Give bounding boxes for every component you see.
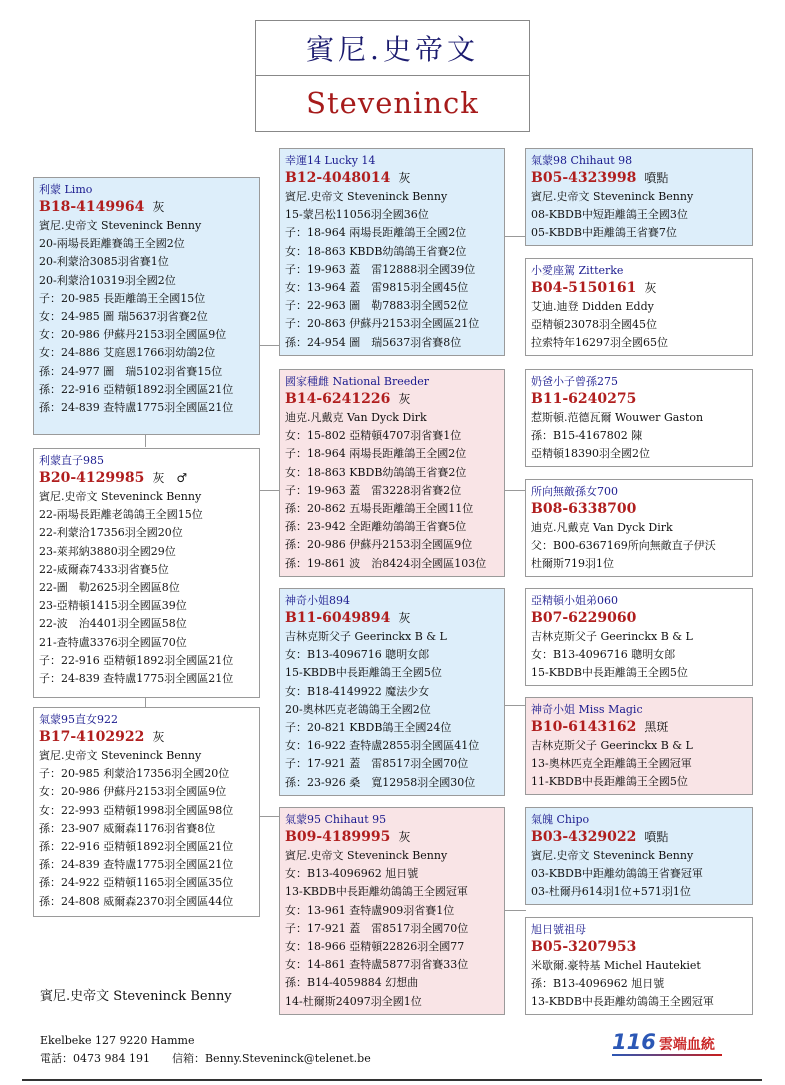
grandparent-card: [279, 369, 505, 577]
pigeon-color: 灰: [152, 200, 165, 214]
connector-line: [258, 816, 280, 817]
pedigree-line: 女：B13-4096716 聰明女郎: [285, 648, 430, 662]
pedigree-line: 子：20-985 長距離鴿王全國15位: [39, 291, 206, 305]
pedigree-line: 女：16-922 查特盧2855羽全國區41位: [285, 739, 480, 753]
ring-number: B08-6338700: [531, 501, 637, 517]
pedigree-line: 子：22-963 圖 勒7883羽全國52位: [285, 299, 469, 313]
pedigree-line: 女：24-985 圖 瑞5637羽省賽2位: [39, 310, 208, 324]
ring-number: B03-4329022: [531, 829, 637, 845]
pedigree-line: 23-亞精頓1415羽全國區39位: [39, 599, 187, 613]
pedigree-line: 子：20-821 KBDB鴿王全國24位: [285, 721, 452, 735]
great-grandparent-card: [525, 479, 753, 577]
pedigree-line: 亞精頓23078羽全國45位: [531, 318, 657, 332]
pedigree-line: 15-KBDB中長距離鴿王全國5位: [531, 666, 688, 680]
connector-line: [258, 345, 280, 346]
ring-number: B10-6143162: [531, 719, 637, 735]
address: Ekelbeke 127 9220 Hamme: [40, 1034, 195, 1047]
pedigree-line: 迪克.凡戴克 Van Dyck Dirk: [531, 521, 673, 534]
logo-text: 雲端血統: [658, 1037, 715, 1053]
pedigree-line: 女：B13-4096716 聰明女郎: [531, 648, 676, 662]
pigeon-name: 氣蒙95 Chihaut 95: [285, 813, 387, 826]
pedigree-line: 子：17-921 蓋 雷8517羽全國70位: [285, 757, 469, 771]
pedigree-line: 子：20-863 伊蘇丹2153羽全國區21位: [285, 317, 480, 331]
pigeon-color: 黑斑: [644, 720, 669, 734]
pedigree-line: 女：B13-4096962 旭日號: [285, 867, 419, 881]
pedigree-line: 吉林克斯父子 Geerinckx B & L: [285, 630, 447, 643]
pedigree-line: 孫：19-861 波 治8424羽全國區103位: [285, 556, 487, 570]
ring-number: B12-4048014: [285, 170, 391, 186]
pedigree-line: 13-KBDB中長距離幼鴿鴿王全國冠軍: [531, 995, 714, 1009]
great-grandparent-card: [525, 807, 753, 905]
pedigree-line: 女：B18-4149922 魔法少女: [285, 684, 430, 698]
pedigree-line: 孫：B15-4167802 陳: [531, 429, 643, 443]
pedigree-line: 女：18-863 KBDB幼鴿鴿王省賽2位: [285, 465, 467, 479]
ring-number: B05-3207953: [531, 939, 637, 955]
connector-line: [504, 490, 526, 491]
pigeon-name: 國家種雌 National Breeder: [285, 375, 430, 388]
pedigree-line: 女：24-886 艾庭恩1766羽幼鴿2位: [39, 346, 216, 360]
pigeon-color: 灰: [398, 392, 411, 406]
pedigree-line: 13-奧林匹克全距離鴿王全國冠軍: [531, 757, 692, 771]
pedigree-line: 孫：24-839 查特盧1775羽全國區21位: [39, 401, 234, 415]
pigeon-name: 氣蒙95直女922: [39, 713, 118, 726]
pigeon-color: 灰: [398, 611, 411, 625]
pedigree-line: 孫：24-977 圖 瑞5102羽省賽15位: [39, 364, 223, 378]
pigeon-name: 氣蒙98 Chihaut 98: [531, 154, 633, 167]
great-grandparent-card: [525, 917, 753, 1015]
pigeon-name: 亞精頓小姐弟060: [531, 594, 618, 607]
pigeon-name: 氣魄 Chipo: [531, 813, 590, 826]
pedigree-line: 賓尼.史帝文 Steveninck Benny: [531, 190, 694, 203]
pedigree-line: 孫：24-839 查特盧1775羽全國區21位: [39, 858, 234, 872]
pedigree-line: 孫：B13-4096962 旭日號: [531, 977, 665, 991]
pedigree-line: 08-KBDB中短距離鴿王全國3位: [531, 208, 688, 222]
pigeon-color: 灰 ♂: [152, 471, 188, 485]
cloud-pedigree-logo: [612, 1030, 715, 1054]
logo-swoosh: [612, 1054, 722, 1056]
pedigree-line: 米歇爾.豪特基 Michel Hautekiet: [531, 959, 701, 972]
ring-number: B05-4323998: [531, 170, 637, 186]
pedigree-line: 孫：24-922 亞精頓1165羽全國區35位: [39, 876, 234, 890]
pigeon-color: 噴點: [644, 830, 669, 844]
great-grandparent-card: [525, 369, 753, 467]
pigeon-color: 噴點: [644, 171, 669, 185]
pedigree-line: 杜爾斯719羽1位: [531, 557, 614, 571]
pedigree-line: 女：13-961 查特盧909羽省賽1位: [285, 903, 455, 917]
pedigree-line: 20-兩場長距離賽鴿王全國2位: [39, 237, 185, 251]
grandparent-card: [279, 807, 505, 1015]
pigeon-name: 幸運14 Lucky 14: [285, 154, 376, 167]
pedigree-line: 亞精頓18390羽全國2位: [531, 447, 650, 461]
pigeon-name: 奶爸小子曾孫275: [531, 375, 618, 388]
pedigree-line: 女：18-863 KBDB幼鴿鴿王省賽2位: [285, 244, 467, 258]
ring-number: B14-6241226: [285, 391, 391, 407]
pigeon-name: 神奇小姐 Miss Magic: [531, 703, 643, 716]
pedigree-line: 吉林克斯父子 Geerinckx B & L: [531, 739, 693, 752]
pedigree-line: 22-波 治4401羽全國區58位: [39, 617, 187, 631]
pigeon-name: 利蒙直子985: [39, 454, 104, 467]
pedigree-line: 子：22-916 亞精頓1892羽全國區21位: [39, 653, 234, 667]
pedigree-line: 孫：20-862 五場長距離鴿王全國11位: [285, 502, 474, 516]
pedigree-line: 女：13-964 蓋 雷9815羽全國45位: [285, 281, 469, 295]
logo-number: 116: [612, 1030, 656, 1054]
pigeon-name: 旭日號祖母: [531, 923, 586, 936]
pedigree-line: 03-KBDB中距離幼鴿鴿王省賽冠軍: [531, 867, 703, 881]
ring-number: B11-6240275: [531, 391, 637, 407]
pedigree-line: 14-杜爾斯24097羽全國1位: [285, 994, 422, 1008]
pedigree-line: 子：18-964 兩場長距離鴿王全國2位: [285, 447, 467, 461]
pedigree-line: 22-圖 勒2625羽全國區8位: [39, 581, 180, 595]
pedigree-line: 賓尼.史帝文 Steveninck Benny: [285, 849, 448, 862]
pedigree-line: 孫：23-926 桑 寬12958羽全國30位: [285, 775, 476, 789]
pedigree-line: 吉林克斯父子 Geerinckx B & L: [531, 630, 693, 643]
grandparent-card: [279, 588, 505, 796]
pigeon-name: 小愛座駕 Zitterke: [531, 264, 624, 277]
pedigree-line: 女：22-993 亞精頓1998羽全國區98位: [39, 803, 234, 817]
ring-number: B09-4189995: [285, 829, 391, 845]
pedigree-line: 孫：22-916 亞精頓1892羽全國區21位: [39, 382, 234, 396]
pedigree-line: 20-利蒙洽10319羽全國2位: [39, 273, 176, 287]
pigeon-color: 灰: [398, 171, 411, 185]
ring-number: B18-4149964: [39, 199, 145, 215]
ring-number: B07-6229060: [531, 610, 637, 626]
pedigree-line: 23-萊邦納3880羽全國29位: [39, 544, 176, 558]
great-grandparent-card: [525, 588, 753, 686]
pedigree-line: 艾迪.迪登 Didden Eddy: [531, 300, 654, 313]
pedigree-line: 孫：23-907 威爾森1176羽省賽8位: [39, 821, 216, 835]
pedigree-line: 女：18-966 亞精頓22826羽全國77: [285, 940, 465, 954]
connector-line: [258, 490, 280, 491]
pedigree-line: 05-KBDB中距離鴿王省賽7位: [531, 226, 677, 240]
pedigree-line: 03-杜爾丹614羽1位+571羽1位: [531, 885, 691, 899]
pigeon-name: 所向無敵孫女700: [531, 485, 618, 498]
pigeon-name: 神奇小姐894: [285, 594, 350, 607]
connector-line: [145, 435, 146, 447]
pedigree-line: 子：18-964 兩場長距離鴿王全國2位: [285, 226, 467, 240]
pedigree-line: 賓尼.史帝文 Steveninck Benny: [531, 849, 694, 862]
pedigree-line: 賓尼.史帝文 Steveninck Benny: [39, 219, 202, 232]
contact-block: [40, 1032, 371, 1068]
pedigree-line: 子：24-839 查特盧1775羽全國區21位: [39, 672, 234, 686]
pedigree-line: 子：19-963 蓋 雷3228羽省賽2位: [285, 483, 462, 497]
subject-card: [33, 177, 260, 435]
pigeon-color: 灰: [152, 730, 165, 744]
dam-card: [33, 707, 260, 917]
pedigree-line: 15-蒙呂松11056羽全國36位: [285, 208, 429, 222]
pigeon-color: 灰: [644, 281, 657, 295]
pedigree-title-box: [255, 20, 530, 132]
connector-line: [504, 236, 526, 237]
great-grandparent-card: [525, 697, 753, 795]
pedigree-line: 惹斯頓.范德瓦爾 Wouwer Gaston: [531, 411, 704, 424]
pedigree-line: 賓尼.史帝文 Steveninck Benny: [285, 190, 448, 203]
grandparent-card: [279, 148, 505, 356]
bottom-divider: [22, 1079, 762, 1081]
great-grandparent-card: [525, 148, 753, 246]
pedigree-line: 賓尼.史帝文 Steveninck Benny: [39, 749, 202, 762]
pedigree-line: 賓尼.史帝文 Steveninck Benny: [39, 490, 202, 503]
pedigree-line: 孫：22-916 亞精頓1892羽全國區21位: [39, 840, 234, 854]
pedigree-line: 22-威爾森7433羽省賽5位: [39, 562, 169, 576]
pedigree-line: 22-兩場長距離老鴿鴿王全國15位: [39, 508, 203, 522]
pedigree-line: 女：15-802 亞精頓4707羽省賽1位: [285, 429, 462, 443]
pigeon-name: 利蒙 Limo: [39, 183, 93, 196]
pedigree-line: 孫：24-954 圖 瑞5637羽省賽8位: [285, 335, 462, 349]
pedigree-line: 20-利蒙洽3085羽省賽1位: [39, 255, 169, 269]
owner-name-chinese: 賓尼.史帝文: [256, 21, 529, 76]
pedigree-line: 迪克.凡戴克 Van Dyck Dirk: [285, 411, 427, 424]
owner-name-english: Steveninck: [306, 86, 479, 120]
pedigree-line: 13-KBDB中長距離幼鴿鴿王全國冠軍: [285, 885, 468, 899]
pedigree-line: 孫：20-986 伊蘇丹2153羽全國區9位: [285, 538, 473, 552]
breeder-name: 賓尼.史帝文 Steveninck Benny: [40, 989, 232, 1004]
pedigree-line: 女：20-986 伊蘇丹2153羽全國區9位: [39, 328, 227, 342]
pedigree-line: 子：17-921 蓋 雷8517羽全國70位: [285, 921, 469, 935]
pedigree-line: 子：20-985 利蒙洽17356羽全國20位: [39, 767, 230, 781]
pedigree-line: 11-KBDB中長距離鴿王全國5位: [531, 775, 688, 789]
ring-number: B04-5150161: [531, 280, 637, 296]
pedigree-line: 孫：B14-4059884 幻想曲: [285, 976, 419, 990]
pedigree-line: 22-利蒙洽17356羽全國20位: [39, 526, 183, 540]
pedigree-line: 15-KBDB中長距離鴿王全國5位: [285, 666, 442, 680]
pedigree-line: 子：19-963 蓋 雷12888羽全國39位: [285, 262, 476, 276]
ring-number: B17-4102922: [39, 729, 145, 745]
pedigree-line: 21-查特盧3376羽全國區70位: [39, 635, 187, 649]
great-grandparent-card: [525, 258, 753, 356]
phone-email: 電話：0473 984 191 信箱：Benny.Steveninck@telenet.be: [40, 1052, 371, 1065]
ring-number: B11-6049894: [285, 610, 391, 626]
ring-number: B20-4129985: [39, 470, 145, 486]
pedigree-line: 女：20-986 伊蘇丹2153羽全國區9位: [39, 785, 227, 799]
connector-line: [145, 697, 146, 707]
connector-line: [504, 705, 526, 706]
pedigree-line: 20-奧林匹克老鴿鴿王全國2位: [285, 702, 431, 716]
pedigree-line: 父：B00-6367169所向無敵直子伊沃: [531, 539, 716, 553]
connector-line: [504, 910, 526, 911]
sire-card: [33, 448, 260, 698]
pedigree-line: 拉索特年16297羽全國65位: [531, 336, 668, 350]
pedigree-line: 孫：24-808 威爾森2370羽全國區44位: [39, 894, 234, 908]
pedigree-line: 女：14-861 查特盧5877羽省賽33位: [285, 958, 469, 972]
pigeon-color: 灰: [398, 830, 411, 844]
pedigree-line: 孫：23-942 全距離幼鴿鴿王省賽5位: [285, 520, 467, 534]
